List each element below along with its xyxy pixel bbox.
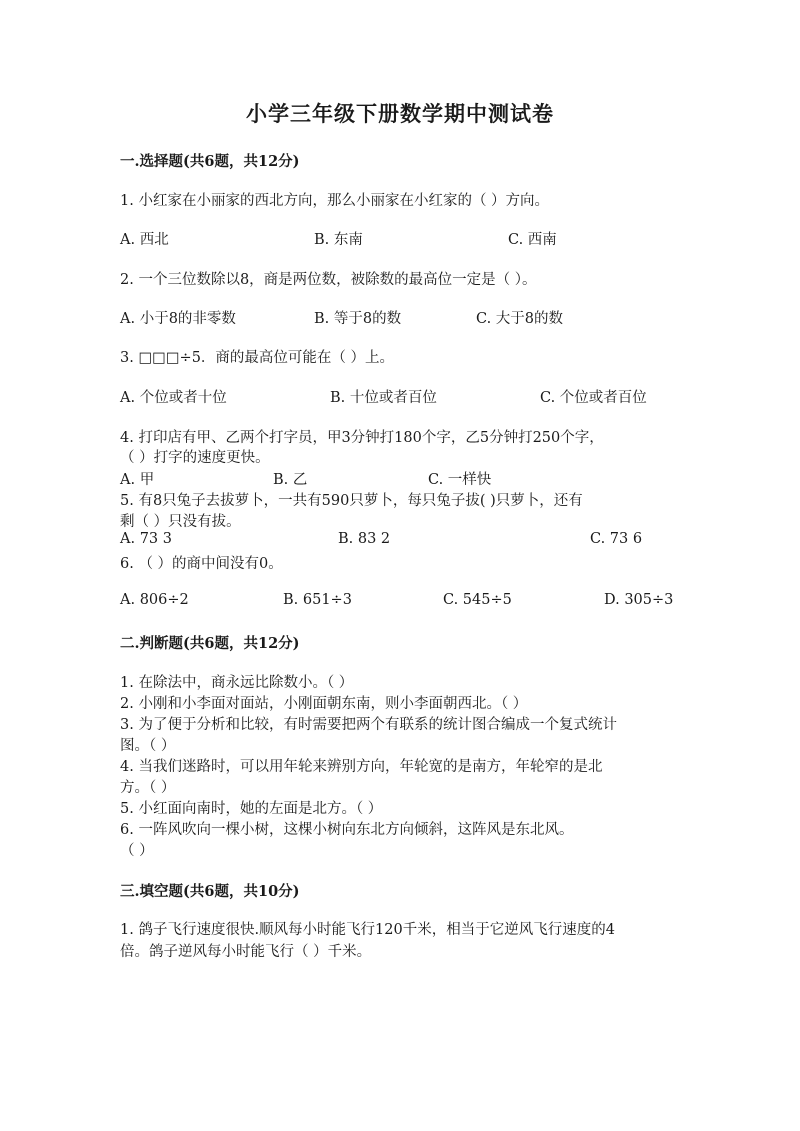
option-a: A. 甲 — [120, 472, 155, 488]
statement-line: 4. 当我们迷路时，可以用年轮来辨别方向，年轮宽的是南方，年轮窄的是北 — [120, 759, 603, 775]
option-b: B. 83 2 — [338, 531, 391, 547]
question-stem: （ ）打字的速度更快。 — [120, 450, 270, 466]
section-heading-fill-in: 三.填空题(共6题，共10分) — [120, 883, 300, 900]
option-c: C. 大于8的数 — [476, 311, 564, 327]
option-d: D. 305÷3 — [604, 592, 674, 608]
option-b: B. 乙 — [273, 472, 308, 488]
option-b: B. 651÷3 — [283, 592, 352, 608]
statement-line: 1. 在除法中，商永远比除数小。（ ） — [120, 675, 354, 691]
question-stem: 4. 打印店有甲、乙两个打字员，甲3分钟打180个字，乙5分钟打250个字， — [120, 430, 604, 446]
option-b: B. 等于8的数 — [314, 311, 402, 327]
option-c: C. 545÷5 — [443, 592, 512, 608]
option-a: A. 73 3 — [120, 531, 172, 547]
question-line: 1. 鸽子飞行速度很快.顺风每小时能飞行120千米，相当于它逆风飞行速度的4 — [120, 922, 615, 938]
option-c: C. 西南 — [508, 232, 557, 248]
option-a: A. 个位或者十位 — [120, 390, 227, 406]
statement-line: 6. 一阵风吹向一棵小树，这棵小树向东北方向倾斜，这阵风是东北风。 — [120, 822, 574, 838]
option-b: B. 十位或者百位 — [330, 390, 437, 406]
option-c: C. 一样快 — [428, 472, 492, 488]
section-heading-judgement: 二.判断题(共6题，共12分) — [120, 635, 300, 652]
question-stem: 6. （ ）的商中间没有0。 — [120, 556, 283, 572]
option-a: A. 西北 — [120, 232, 169, 248]
option-a: A. 806÷2 — [120, 592, 189, 608]
statement-line: 方。（ ） — [120, 780, 176, 796]
statement-line: 2. 小刚和小李面对面站，小刚面朝东南，则小李面朝西北。（ ） — [120, 696, 528, 712]
question-stem: 1. 小红家在小丽家的西北方向，那么小丽家在小红家的（ ）方向。 — [120, 193, 550, 209]
question-stem: 2. 一个三位数除以8，商是两位数，被除数的最高位一定是（ ）。 — [120, 272, 537, 288]
question-stem: 5. 有8只兔子去拔萝卜，一共有590只萝卜，每只兔子拔( )只萝卜，还有 — [120, 493, 583, 509]
option-b: B. 东南 — [314, 232, 363, 248]
statement-line: 5. 小红面向南时，她的左面是北方。（ ） — [120, 801, 383, 817]
option-c: C. 73 6 — [590, 531, 643, 547]
section-heading-choice: 一.选择题(共6题，共12分) — [120, 153, 300, 170]
statement-line: 3. 为了便于分析和比较，有时需要把两个有联系的统计图合编成一个复式统计 — [120, 717, 617, 733]
question-line: 倍。鸽子逆风每小时能飞行（ ）千米。 — [120, 944, 372, 960]
statement-line: （ ） — [120, 843, 154, 859]
option-a: A. 小于8的非零数 — [120, 311, 236, 327]
question-stem: 3. □□□÷5．商的最高位可能在（ ）上。 — [120, 350, 395, 366]
option-c: C. 个位或者百位 — [540, 390, 647, 406]
statement-line: 图。（ ） — [120, 738, 176, 754]
question-stem: 剩（ ）只没有拔。 — [120, 514, 241, 530]
page-title: 小学三年级下册数学期中测试卷 — [246, 101, 554, 126]
